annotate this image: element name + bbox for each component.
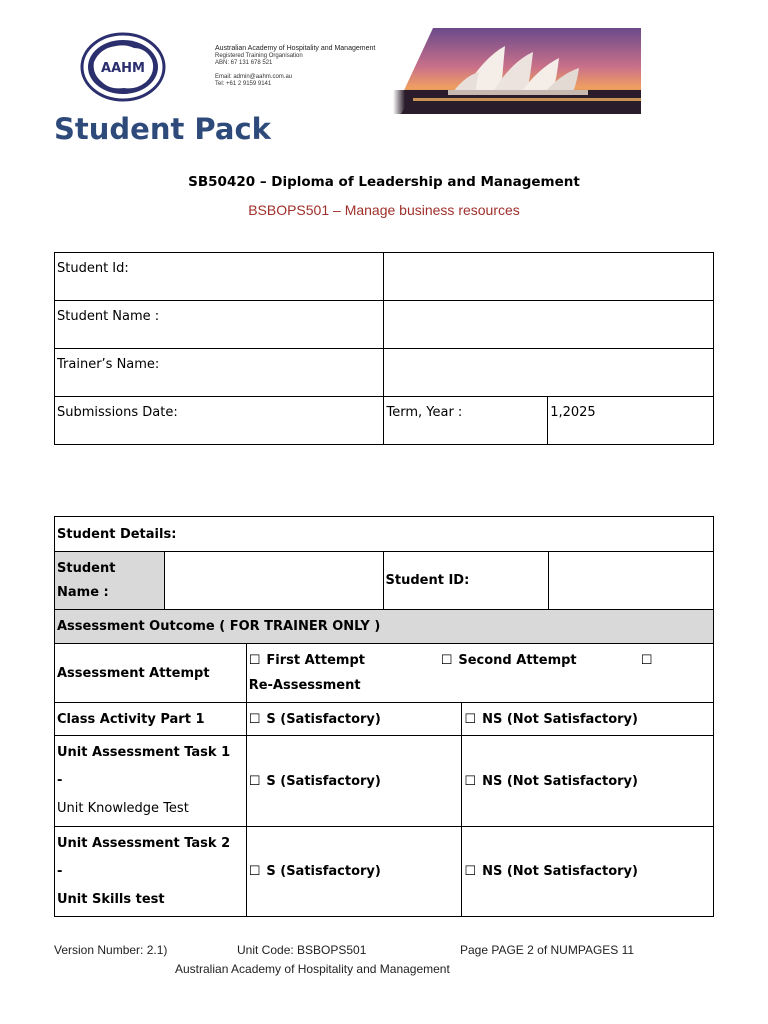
checkbox-icon[interactable]: ☐ — [248, 773, 261, 789]
org-tel: Tel: +61 2 9159 9141 — [215, 81, 272, 87]
table-row — [55, 397, 714, 445]
footer-unit-code: Unit Code: BSBOPS501 — [237, 943, 367, 957]
assessment-attempt-label: Assessment Attempt — [55, 644, 247, 703]
details-student-name-label: Student Name : — [55, 552, 165, 610]
checkbox-icon[interactable]: ☐ — [464, 773, 477, 789]
org-abn: ABN: 67 131 678 521 — [215, 60, 273, 66]
reassessment-option[interactable]: Re-Assessment — [248, 678, 361, 693]
footer-organisation: Australian Academy of Hospitality and Management — [175, 962, 450, 976]
table-row — [55, 349, 714, 397]
table-row — [55, 517, 714, 552]
first-attempt-option[interactable]: ☐ First Attempt — [249, 648, 441, 673]
qualification-title: SB50420 – Diploma of Leadership and Management — [188, 174, 580, 190]
org-rto-line: Registered Training Organisation — [215, 52, 303, 59]
trainer-name-label: Trainer’s Name: — [55, 349, 384, 397]
checkbox-icon[interactable]: ☐ — [464, 711, 477, 727]
table-row — [55, 736, 714, 827]
assessment-outcome-table — [54, 516, 714, 917]
satisfactory-option[interactable]: ☐ S (Satisfactory) — [246, 827, 462, 917]
row-label: Class Activity Part 1 — [55, 703, 247, 736]
unit-title: BSBOPS501 – Manage business resources — [248, 202, 520, 218]
table-row — [55, 644, 714, 703]
table-row — [55, 253, 714, 301]
footer-version: Version Number: 2.1) — [54, 943, 168, 957]
table-row — [55, 301, 714, 349]
table-row — [55, 703, 714, 736]
row-label: Unit Assessment Task 1 - Unit Knowledge Test — [55, 736, 247, 827]
not-satisfactory-option[interactable]: ☐ NS (Not Satisfactory) — [462, 736, 714, 827]
details-student-id-field[interactable] — [549, 552, 714, 610]
row-label: Unit Assessment Task 2 - Unit Skills test — [55, 827, 247, 917]
aahm-logo — [80, 32, 166, 102]
checkbox-icon[interactable]: ☐ — [248, 864, 261, 879]
satisfactory-option[interactable]: ☐ S (Satisfactory) — [246, 703, 462, 736]
table-row — [55, 827, 714, 917]
student-info-table — [54, 252, 714, 445]
assessment-attempt-options — [246, 644, 713, 703]
student-id-field[interactable] — [384, 253, 714, 301]
term-year-value[interactable]: 1,2025 — [548, 397, 714, 445]
not-satisfactory-option[interactable]: ☐ NS (Not Satisfactory) — [462, 827, 714, 917]
checkbox-icon[interactable]: ☐ — [640, 653, 653, 668]
page-title: Student Pack — [54, 112, 271, 146]
footer-page-number: Page PAGE 2 of NUMPAGES 11 — [460, 943, 635, 957]
not-satisfactory-option[interactable]: ☐ NS (Not Satisfactory) — [462, 703, 714, 736]
term-year-label: Term, Year : — [384, 397, 548, 445]
details-student-id-label: Student ID: — [383, 552, 549, 610]
checkbox-icon[interactable]: ☐ — [248, 653, 261, 668]
organisation-details — [215, 45, 375, 89]
details-student-name-field[interactable] — [164, 552, 383, 610]
second-attempt-option[interactable]: ☐ Second Attempt — [441, 648, 641, 673]
checkbox-icon[interactable]: ☐ — [248, 711, 261, 727]
student-id-label: Student Id: — [55, 253, 384, 301]
student-details-heading: Student Details: — [55, 517, 714, 552]
opera-house-image — [393, 28, 641, 114]
logo-text: AAHM — [101, 61, 145, 76]
checkbox-icon[interactable]: ☐ — [440, 653, 453, 668]
student-name-label: Student Name : — [55, 301, 384, 349]
satisfactory-option[interactable]: ☐ S (Satisfactory) — [246, 736, 462, 827]
org-email: Email: admin@aahm.com.au — [215, 73, 293, 80]
trainer-name-field[interactable] — [384, 349, 714, 397]
student-name-field[interactable] — [384, 301, 714, 349]
assessment-outcome-heading: Assessment Outcome ( FOR TRAINER ONLY ) — [55, 610, 714, 644]
checkbox-icon[interactable]: ☐ — [464, 864, 477, 879]
table-row — [55, 552, 714, 610]
table-row — [55, 610, 714, 644]
org-name: Australian Academy of Hospitality and Management — [215, 45, 376, 52]
submission-date-label: Submissions Date: — [55, 397, 384, 445]
